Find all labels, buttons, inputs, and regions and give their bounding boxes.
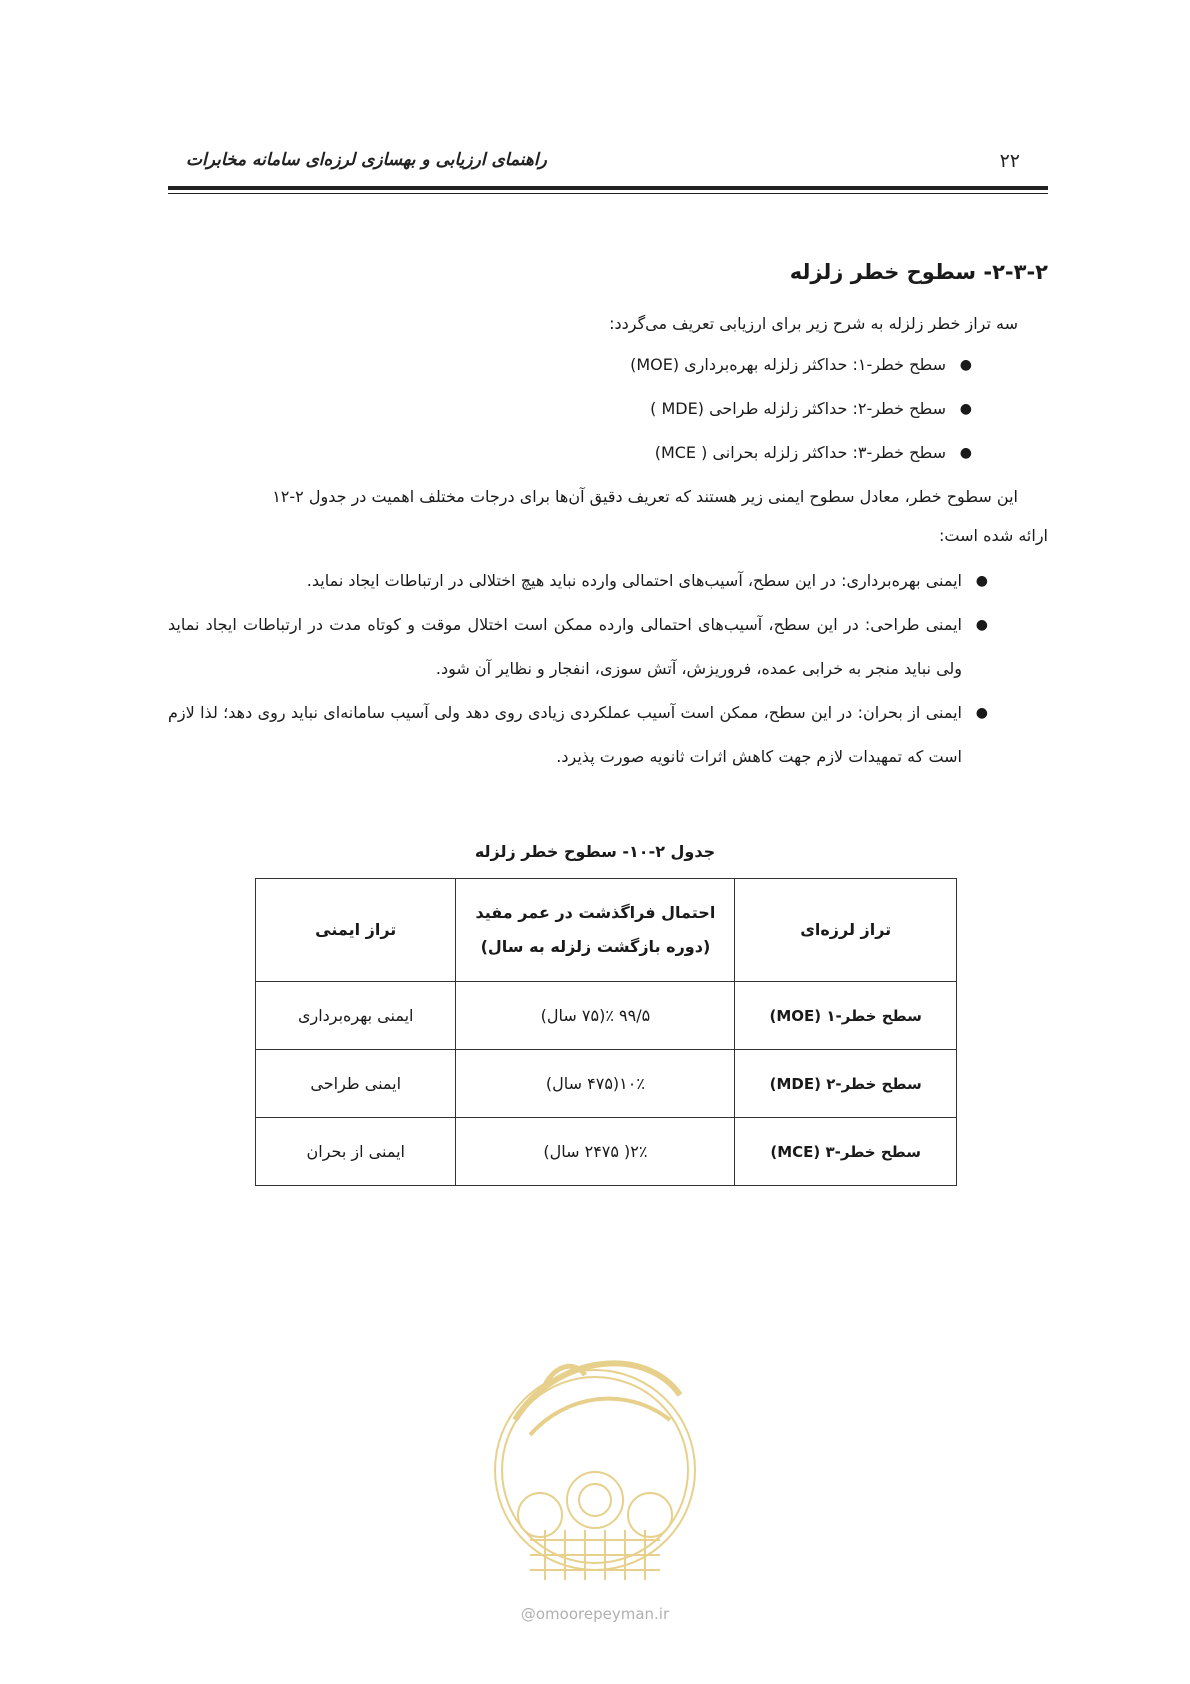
cell-level: سطح خطر-۳ (MCE) <box>735 1118 957 1186</box>
header-probability <box>456 879 735 982</box>
safety-level-text: ایمنی از بحران: در این سطح، ممکن است آسیب عملکردی زیادی روی دهد ولی آسیب سامانه‌ای نباید روی دهد؛ لذا لازم است که تمهیدات لازم جهت کاهش اثرات ثانویه صورت پذیرد. <box>168 703 962 766</box>
list-item <box>168 691 1048 779</box>
table-row <box>256 982 957 1050</box>
watermark-logo-icon <box>485 1325 705 1615</box>
bullet-icon: ● <box>959 445 972 461</box>
cell-safety: ایمنی از بحران <box>256 1118 456 1186</box>
cell-safety: ایمنی طراحی <box>256 1050 456 1118</box>
bullet-icon: ● <box>959 401 972 417</box>
cell-level: سطح خطر-۲ (MDE) <box>735 1050 957 1118</box>
header-level: تراز لرزه‌ای <box>735 879 957 982</box>
list-item <box>168 387 1048 431</box>
header-rule-thick <box>168 186 1048 190</box>
table-row <box>256 1050 957 1118</box>
hazard-level-text: سطح خطر-۲: حداکثر زلزله طراحی (MDE ) <box>650 399 946 418</box>
cell-safety: ایمنی بهره‌برداری <box>256 982 456 1050</box>
intro-paragraph: سه تراز خطر زلزله به شرح زیر برای ارزیابی تعریف می‌گردد: <box>609 314 1018 333</box>
cell-probability: ۹۹/۵ ٪(۷۵ سال) <box>456 982 735 1050</box>
cell-level: سطح خطر-۱ (MOE) <box>735 982 957 1050</box>
bullet-icon: ● <box>975 617 988 633</box>
hazard-levels-table <box>255 878 957 1186</box>
header-rule-thin <box>168 193 1048 194</box>
header-safety: تراز ایمنی <box>256 879 456 982</box>
equivalence-paragraph-line2: ارائه شده است: <box>939 526 1048 545</box>
table-header-row <box>256 879 957 982</box>
list-item <box>168 431 1048 475</box>
watermark-url: @omoorepeyman.ir <box>520 1605 670 1623</box>
table-row <box>256 1118 957 1186</box>
header-probability-line1: احتمال فراگذشت در عمر مفید <box>475 903 716 922</box>
bullet-icon: ● <box>975 705 988 721</box>
bullet-icon: ● <box>959 357 972 373</box>
cell-probability: ۱۰٪(۴۷۵ سال) <box>456 1050 735 1118</box>
header-probability-line2: (دوره بازگشت زلزله به سال) <box>480 937 711 956</box>
section-body <box>168 260 1048 779</box>
list-item <box>168 603 1048 691</box>
hazard-level-list <box>168 343 1048 475</box>
equivalence-paragraph-line1: این سطوح خطر، معادل سطوح ایمنی زیر هستند که تعریف دقیق آن‌ها برای درجات مختلف اهمیت در جدول ۲-۱۲ <box>272 487 1018 506</box>
running-title: راهنمای ارزیابی و بهسازی لرزه‌ای سامانه مخابرات <box>186 150 547 170</box>
list-item <box>168 559 1048 603</box>
list-item <box>168 343 1048 387</box>
section-heading: ۲-۳-۲- سطوح خطر زلزله <box>789 260 1048 284</box>
hazard-level-text: سطح خطر-۱: حداکثر زلزله بهره‌برداری (MOE) <box>630 355 946 374</box>
page-number: ۲۲ <box>999 150 1020 172</box>
table-caption: جدول ۲-۱۰- سطوح خطر زلزله <box>474 842 716 861</box>
cell-probability: ۲٪( ۲۴۷۵ سال) <box>456 1118 735 1186</box>
safety-level-text: ایمنی بهره‌برداری: در این سطح، آسیب‌های احتمالی وارده نباید هیچ اختلالی در ارتباطات ایجاد نماید. <box>306 571 962 590</box>
safety-level-list <box>168 559 1048 779</box>
hazard-level-text: سطح خطر-۳: حداکثر زلزله بحرانی ( MCE) <box>654 443 946 462</box>
safety-level-text: ایمنی طراحی: در این سطح، آسیب‌های احتمالی وارده ممکن است اختلال موقت و کوتاه مدت در ارتباطات ایجاد نماید ولی نباید منجر به خرابی عمده، فروریزش، آتش سوزی، انفجار و نظایر آن شود. <box>168 615 962 678</box>
bullet-icon: ● <box>975 573 988 589</box>
